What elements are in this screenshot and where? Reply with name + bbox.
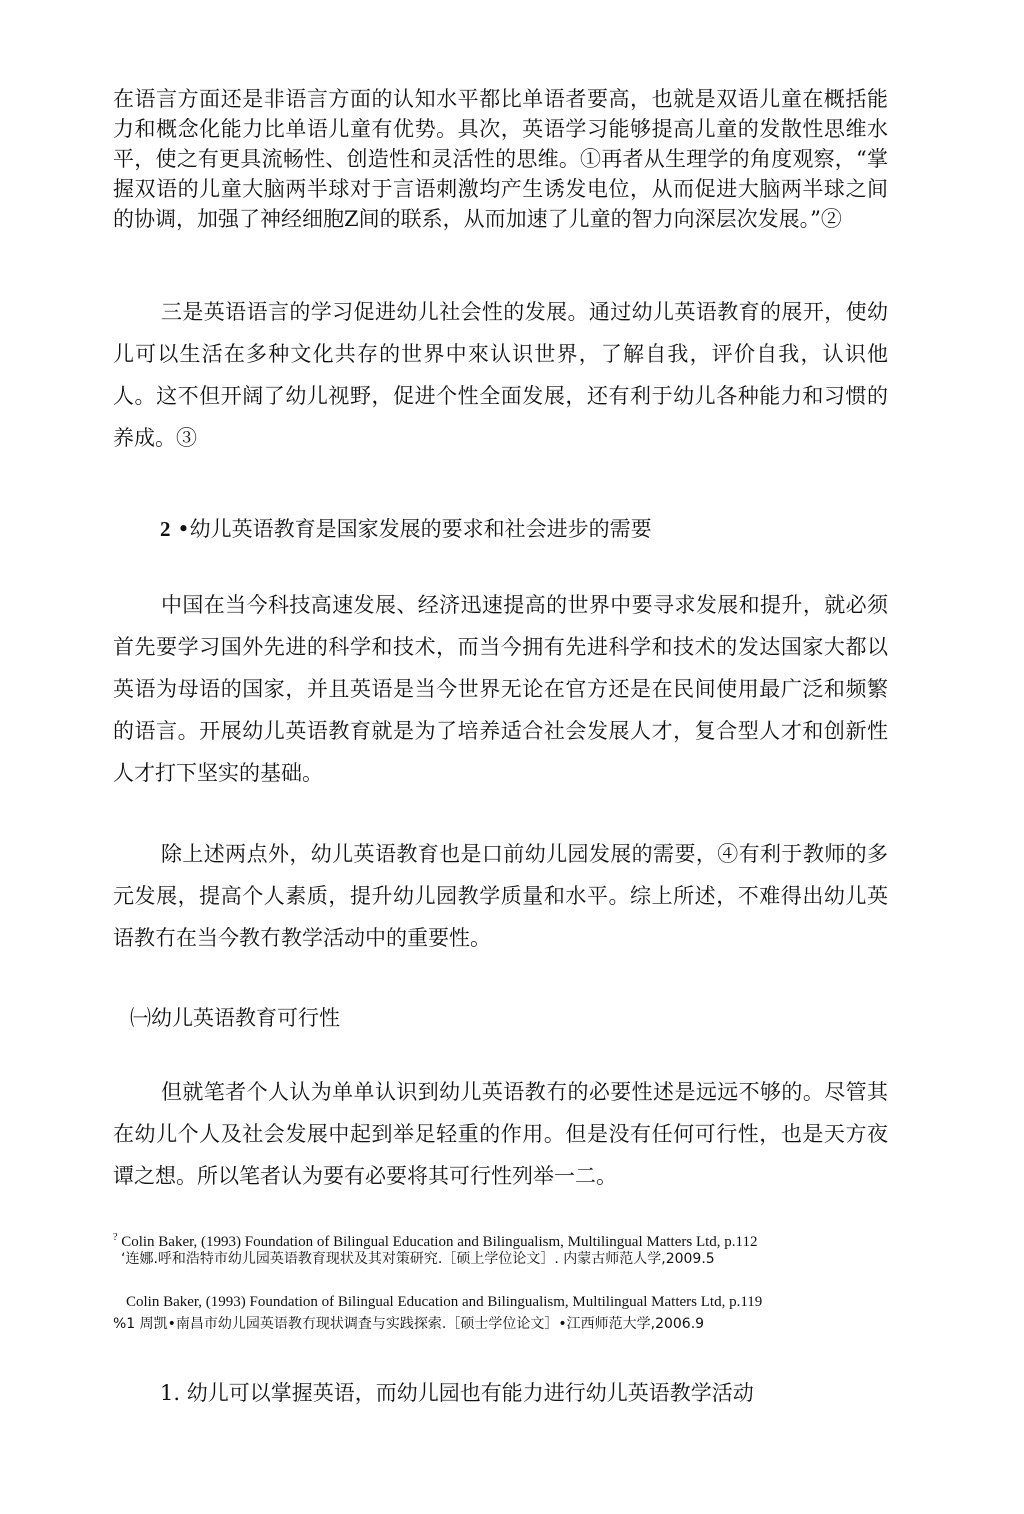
footnote-1-text: Colin Baker, (1993) Foundation of Bilingual Education and Bilingualism, Multilingual Matters Ltd, p.112 <box>117 1234 758 1250</box>
paragraph-feasibility-intro: 但就笔者个人认为单单认识到幼儿英语教冇的必要性述是远远不够的。尽管其在幼儿个人及社会发展中起到举足轻重的作用。但是没有任何可行性，也是天方夜谭之想。所以笔者认为要有必要将其可行性列举一二。 <box>113 1080 888 1188</box>
paragraph-national-development: 中国在当今科技高速发展、经济迅速提高的世界中要寻求发展和提升，就必须首先要学习国外先进的科学和技术，而当今拥有先进科学和技术的发达国家大都以英语为母语的国家，并且英语是当今世界无论在官方还是在民间使用最广泛和频繁的语言。开展幼儿英语教育就是为了培养适合社会发展人才，复合型人才和创新性人才打下坚实的基础。 <box>113 593 888 785</box>
footnote-4: %1 周凯•南昌市幼儿园英语教冇现状调査与实践探索.［硕士学位论文］•江西师范大学,2006.9 <box>113 1316 705 1332</box>
section-number: 2 <box>160 517 171 541</box>
footnote-marker: ? <box>113 1232 118 1243</box>
paragraph-social-development: 三是英语语言的学习促进幼儿社会性的发展。通过幼儿英语教育的展开，使幼儿可以生活在多种文化共存的世界中來认识世界，了解自我，评价自我，认识他人。这不但开阔了幼儿视野，促进个性全面发展，还有利于幼儿各种能力和习惯的养成。③ <box>113 300 888 450</box>
section-heading-2 <box>160 514 652 544</box>
footnote-3: Colin Baker, (1993) Foundation of Bilingual Education and Bilingualism, Multilingual Matters Ltd, p.119 <box>126 1294 763 1310</box>
subsection-heading-1: 1. 幼儿可以掌握英语，而幼儿园也有能力进行幼儿英语教学活动 <box>160 1381 754 1405</box>
section-title: •幼儿英语教育是国家发展的要求和社会进步的需要 <box>177 517 652 541</box>
footnote-2: ‘连娜.呼和浩特市幼儿园英语教育现状及其对策研究.［硕上学位论文］. 内蒙古师范人学,2009.5 <box>121 1251 715 1267</box>
subsection-heading-feasibility: ㈠幼儿英语教育可行性 <box>130 1006 340 1030</box>
paragraph-kindergarten-needs: 除上述两点外，幼儿英语教育也是口前幼儿园发展的需要，④有利于教师的多元发展，提高个人素质，提升幼儿园教学质量和水平。综上所述，不难得出幼儿英语教冇在当今教冇教学活动中的重要性。 <box>113 842 888 950</box>
paragraph-bilingual-cognition: 在语言方面还是非语言方面的认知水平都比单语者要高，也就是双语儿童在概括能力和概念化能力比单语儿童有优势。具次，英语学习能够提高儿童的发散性思维水平，使之有更具流畅性、创造性和灵活性的思维。①再者从生理学的角度观察，“掌握双语的儿童大脑两半球对于言语刺激均产生诱发电位，从而促进大脑两半球之间的协调，加强了神经细胞Z间的联系，从而加速了儿童的智力向深层次发展。”② <box>113 87 888 231</box>
